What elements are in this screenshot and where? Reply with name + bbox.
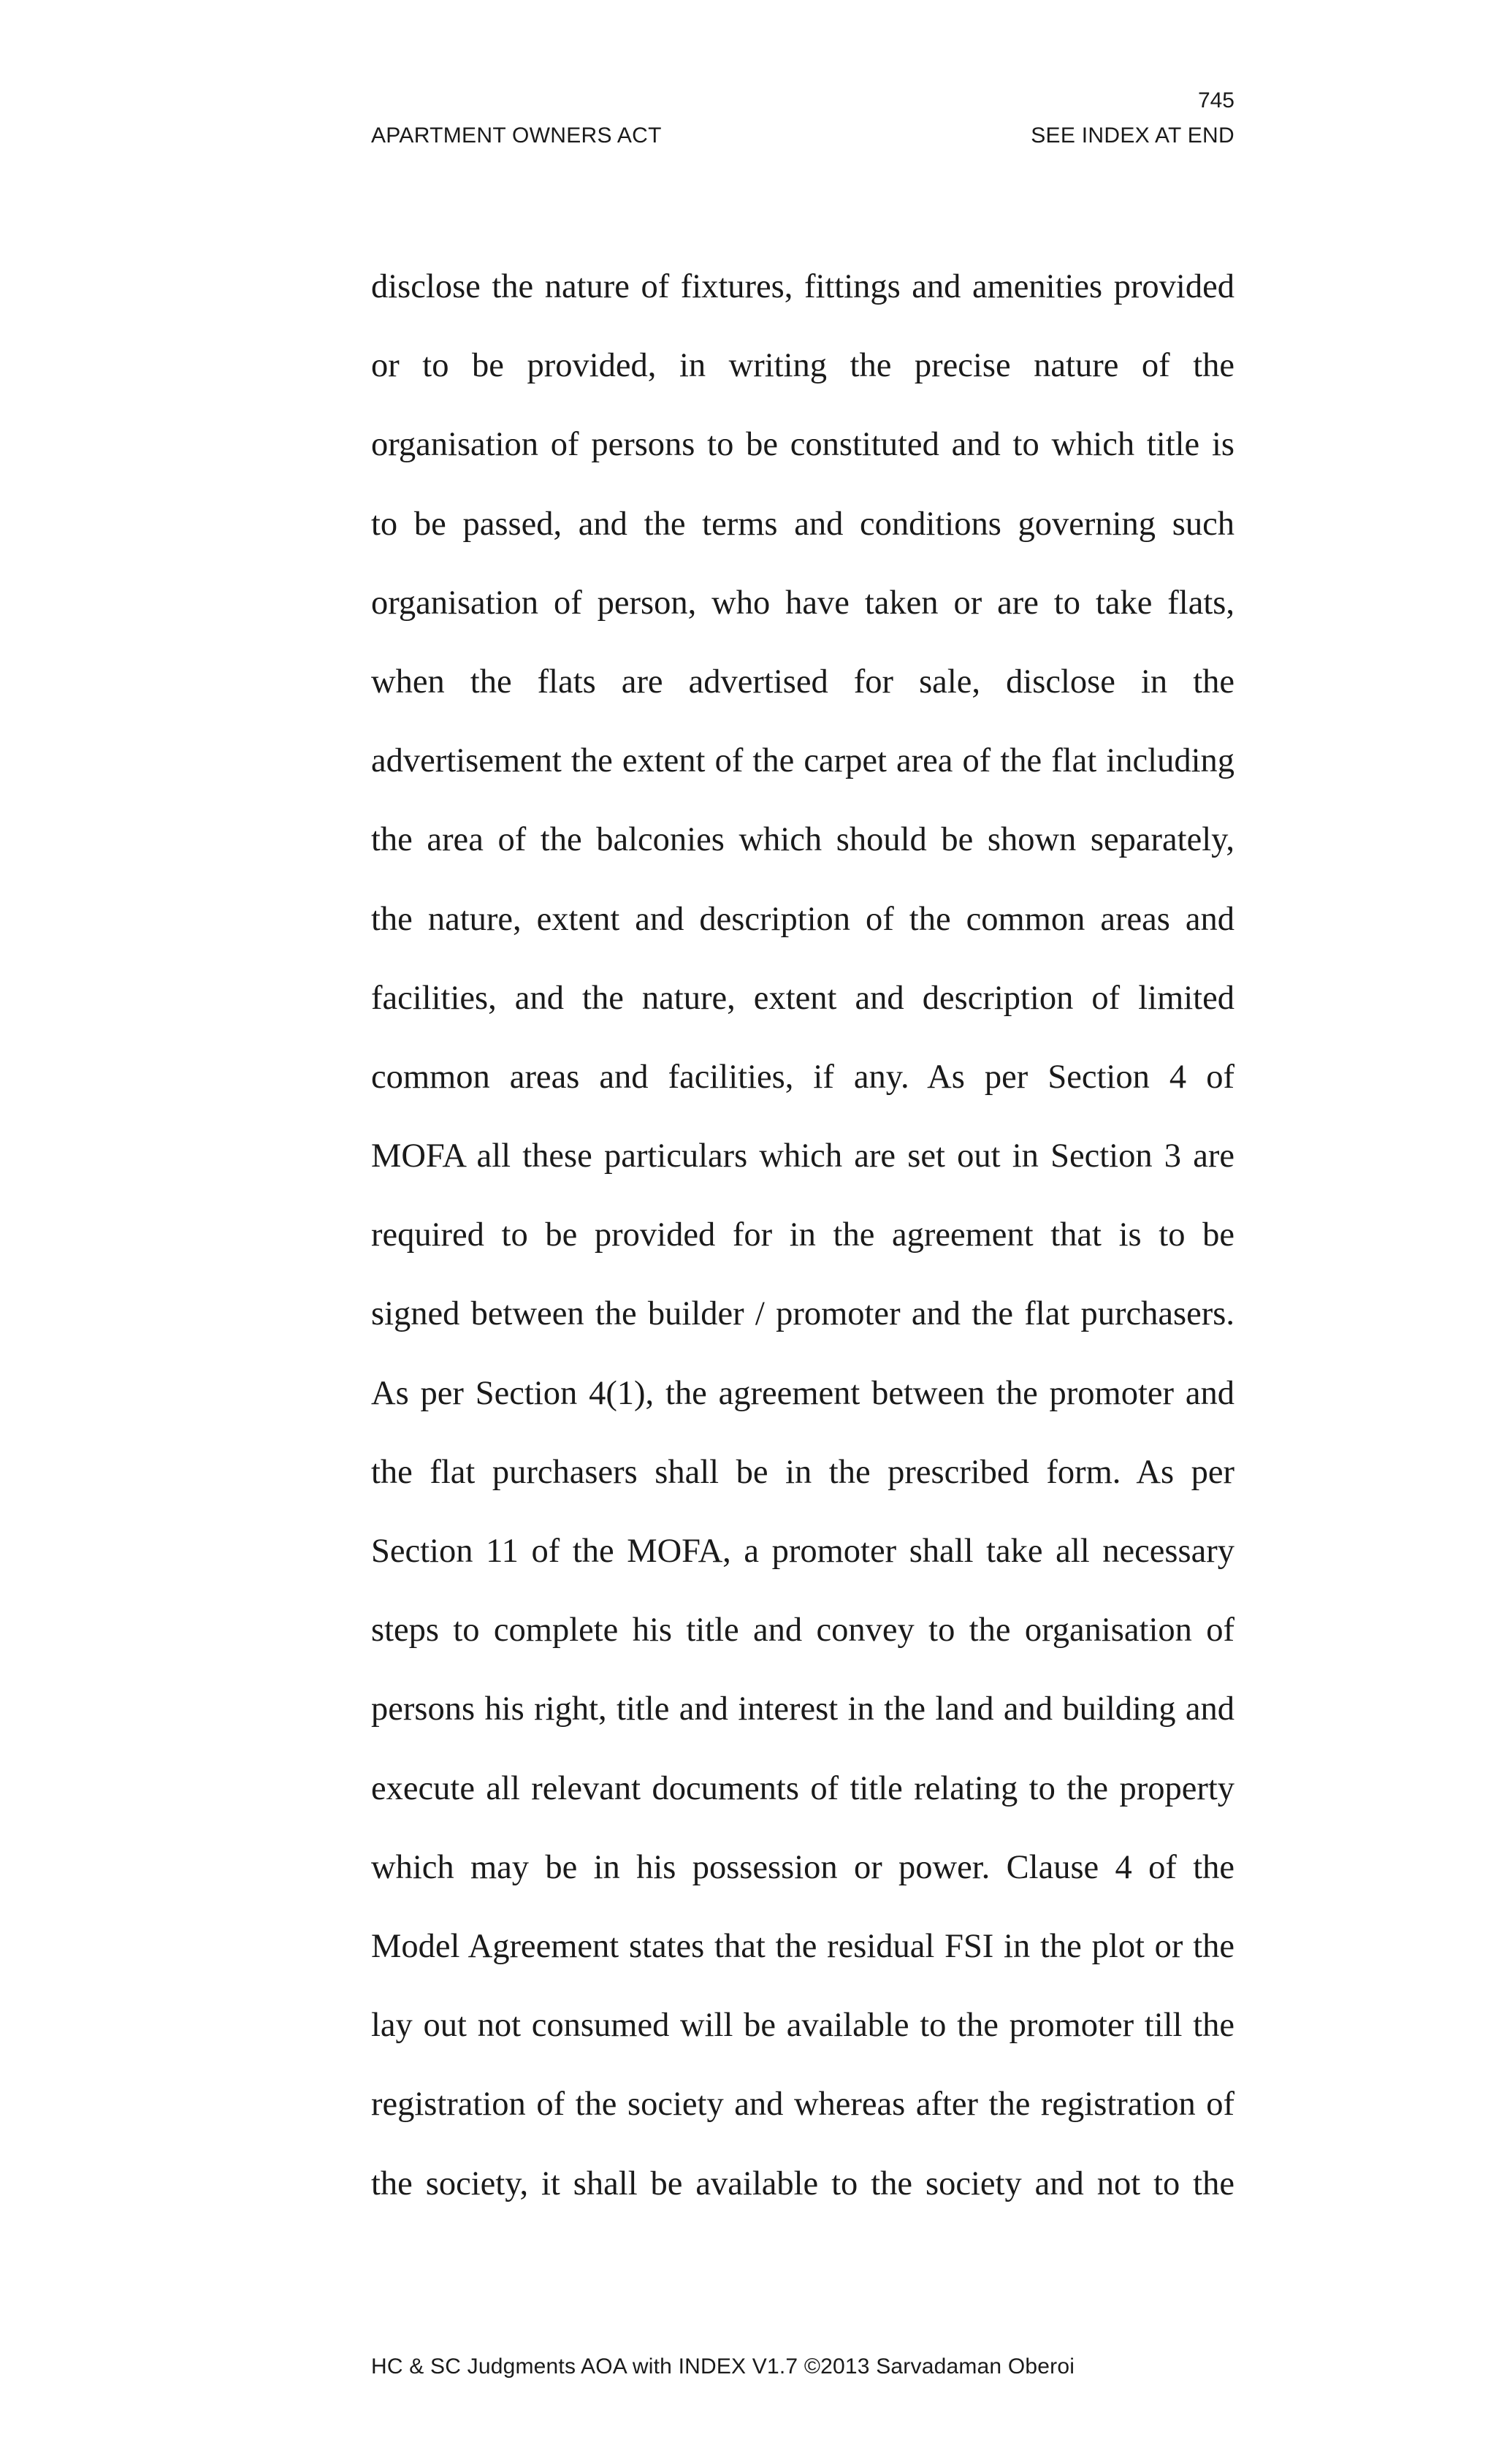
text-line: persons his right, title and interest in the land and building and bbox=[371, 1690, 1234, 1728]
text-line: signed between the builder / promoter and the flat purchasers. bbox=[371, 1295, 1234, 1333]
running-header-title: APARTMENT OWNERS ACT bbox=[371, 123, 662, 148]
text-line: common areas and facilities, if any. As per Section 4 of bbox=[371, 1058, 1234, 1096]
running-header-index-note: SEE INDEX AT END bbox=[1031, 123, 1234, 148]
text-line: the society, it shall be available to the society and not to the bbox=[371, 2164, 1234, 2202]
text-line: lay out not consumed will be available to the promoter till the bbox=[371, 2007, 1234, 2045]
text-line: the nature, extent and description of the common areas and bbox=[371, 900, 1234, 938]
text-line: MOFA all these particulars which are set out in Section 3 are bbox=[371, 1137, 1234, 1175]
page-number: 745 bbox=[1197, 88, 1234, 112]
text-line: to be passed, and the terms and conditions governing such bbox=[371, 505, 1234, 543]
text-line: required to be provided for in the agreement that is to be bbox=[371, 1216, 1234, 1254]
text-line: facilities, and the nature, extent and description of limited bbox=[371, 979, 1234, 1017]
text-line: Section 11 of the MOFA, a promoter shall take all necessary bbox=[371, 1533, 1234, 1570]
text-line: steps to complete his title and convey to the organisation of bbox=[371, 1611, 1234, 1649]
text-line: when the flats are advertised for sale, disclose in the bbox=[371, 663, 1234, 701]
text-line: which may be in his possession or power. Clause 4 of the bbox=[371, 1848, 1234, 1886]
text-line: organisation of person, who have taken or are to take flats, bbox=[371, 584, 1234, 622]
text-line: execute all relevant documents of title relating to the property bbox=[371, 1769, 1234, 1807]
text-line: the area of the balconies which should be shown separately, bbox=[371, 821, 1234, 859]
text-line: the flat purchasers shall be in the prescribed form. As per bbox=[371, 1453, 1234, 1491]
text-line: disclose the nature of fixtures, fittings and amenities provided bbox=[371, 268, 1234, 305]
text-line: advertisement the extent of the carpet area of the flat including bbox=[371, 742, 1234, 780]
text-line: or to be provided, in writing the precise nature of the bbox=[371, 347, 1234, 385]
text-line: organisation of persons to be constituted and to which title is bbox=[371, 426, 1234, 464]
text-line: registration of the society and whereas after the registration of bbox=[371, 2086, 1234, 2124]
text-line: Model Agreement states that the residual FSI in the plot or the bbox=[371, 1927, 1234, 1965]
body-paragraph bbox=[371, 258, 1234, 2234]
text-line: As per Section 4(1), the agreement between the promoter and bbox=[371, 1374, 1234, 1412]
page-footer: HC & SC Judgments AOA with INDEX V1.7 ©2013 Sarvadaman Oberoi bbox=[371, 2354, 1075, 2379]
